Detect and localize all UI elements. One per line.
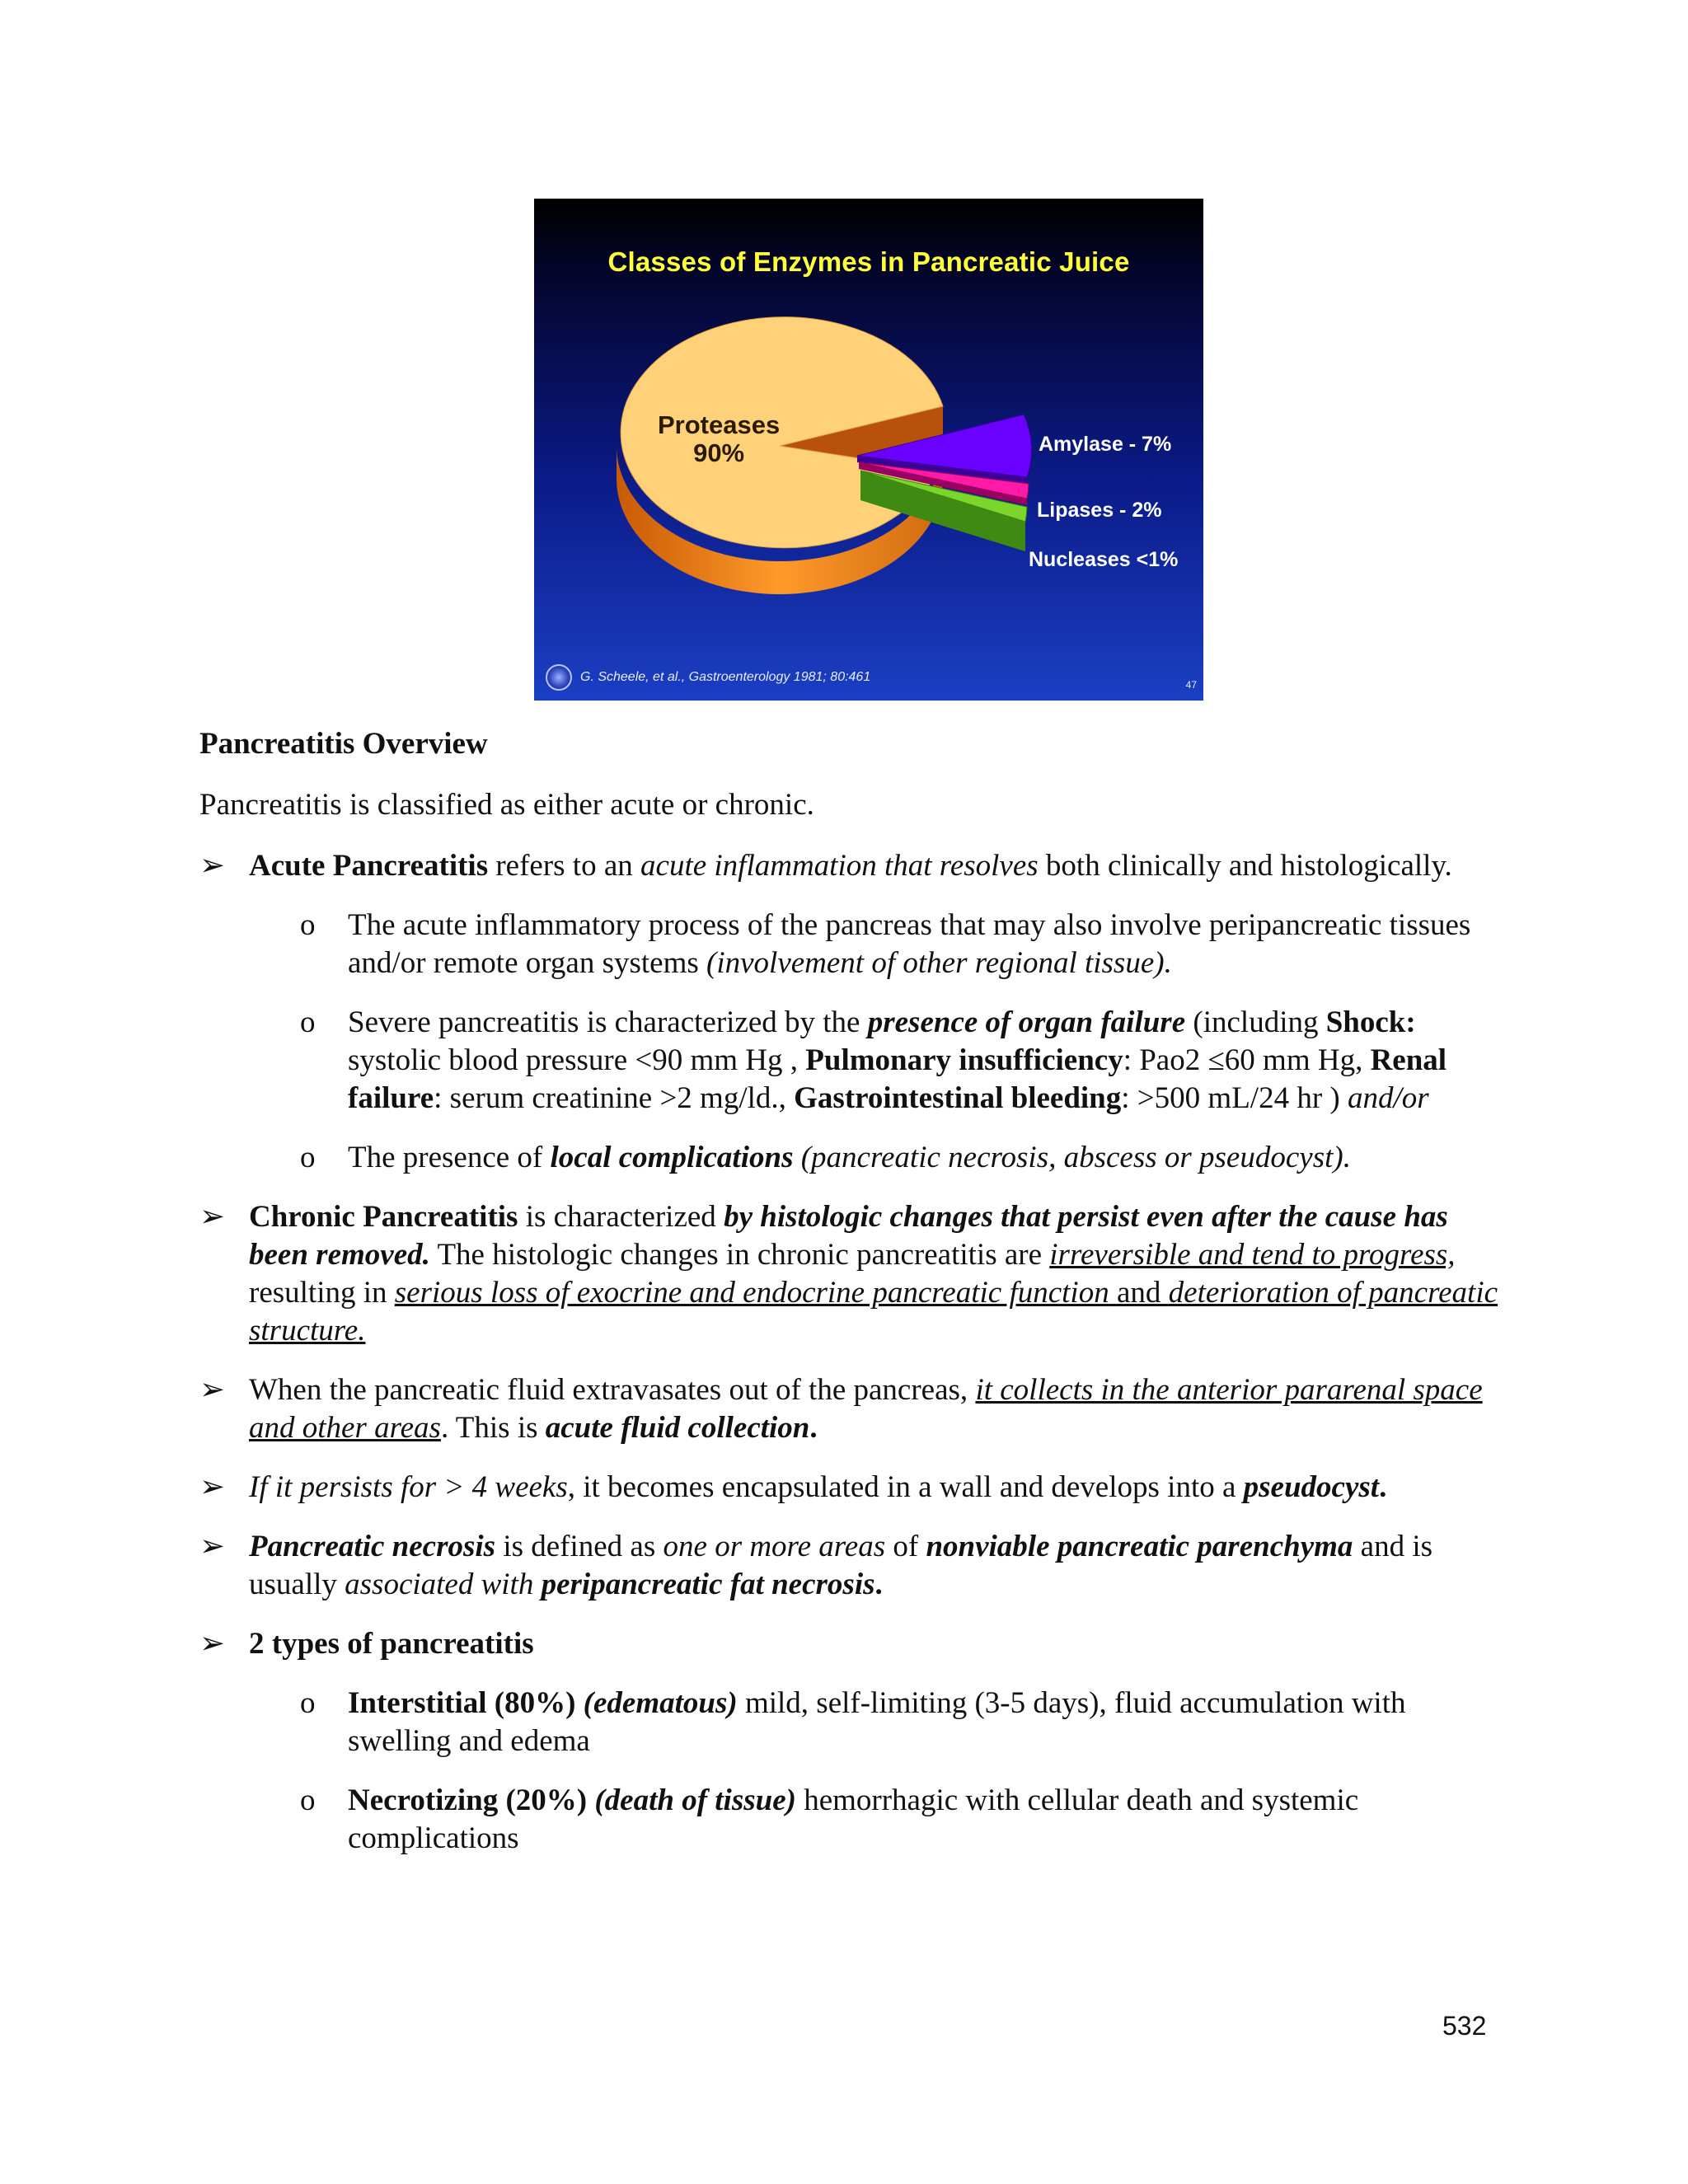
emphasis: Pancreatic necrosis (249, 1530, 496, 1563)
document-body (199, 725, 1502, 1879)
emphasis: one or more areas (663, 1530, 886, 1563)
term-acute: Acute Pancreatitis (249, 849, 489, 883)
label-lipases: Lipases - 2% (1037, 499, 1162, 522)
label-amylase: Amylase - 7% (1039, 433, 1172, 456)
term: Necrotizing (20%) (348, 1783, 588, 1817)
emphasis: and tend to progress, (1190, 1238, 1456, 1272)
sub-bullet-circle-icon: o (300, 1783, 316, 1817)
sub-bullet-severe-pancreatitis (199, 1004, 1502, 1118)
emphasis: acute inflammation that resolves (640, 849, 1039, 883)
emphasis: peripancreatic fat necrosis (541, 1568, 875, 1601)
term-chronic: Chronic Pancreatitis (249, 1200, 518, 1234)
slide-citation (546, 664, 870, 691)
intro-paragraph: Pancreatitis is classified as either acute or chronic. (199, 788, 814, 822)
emphasis: associated with (345, 1568, 534, 1601)
label-proteases (658, 411, 780, 467)
bullet-fluid-collection (199, 1371, 1502, 1447)
term: Shock: (1325, 1005, 1416, 1039)
emphasis: it collects in the anterior pararenal space and other areas (249, 1373, 1483, 1445)
section-heading: Pancreatitis Overview (199, 727, 488, 761)
emphasis: If it persists for > 4 weeks (249, 1470, 568, 1504)
institution-seal-icon (546, 664, 572, 691)
bullet-pancreatic-necrosis (199, 1528, 1502, 1604)
bullet-arrow-icon: ➢ (199, 849, 226, 883)
enzyme-slide-figure (534, 199, 1203, 701)
text: (including (1185, 1005, 1326, 1039)
bullet-arrow-icon: ➢ (199, 1627, 226, 1661)
term-types: 2 types of pancreatitis (249, 1627, 534, 1661)
text: Severe pancreatitis is characterized by the (348, 1005, 868, 1039)
text: : Pao2 ≤60 mm Hg, (1123, 1043, 1371, 1077)
text: refers to an (488, 849, 641, 883)
term: Gastrointestinal bleeding (794, 1081, 1122, 1115)
term: Renal failure (348, 1043, 1447, 1115)
emphasis: deterioration of pancreatic structure. (249, 1276, 1498, 1347)
text: The acute inflammatory process of the pancreas that may also involve peripancreatic tissues and/or remote organ systems (348, 908, 1471, 980)
text: : serum creatinine >2 mg/ld., (434, 1081, 795, 1115)
text: mild, self-limiting (3-5 days), fluid accumulation with swelling and edema (348, 1686, 1406, 1758)
text: and (1109, 1276, 1169, 1310)
sub-bullet-circle-icon: o (300, 908, 316, 942)
text: resulting in (249, 1276, 395, 1310)
emphasis: and/or (1347, 1081, 1429, 1115)
term: Pulmonary insufficiency (805, 1043, 1123, 1077)
text: . This is (440, 1411, 546, 1445)
slide-number: 47 (1185, 679, 1197, 691)
page-number: 532 (1442, 2011, 1487, 2041)
bullet-arrow-icon: ➢ (199, 1373, 226, 1407)
emphasis: local complications (550, 1141, 794, 1174)
text: systolic blood pressure <90 mm Hg , (348, 1043, 806, 1077)
citation-text: G. Scheele, et al., Gastroenterology 1981; 80:461 (580, 670, 871, 684)
sub-bullet-necrotizing (199, 1782, 1502, 1858)
sub-bullet-inflammatory-process (199, 907, 1502, 982)
text: hemorrhagic with cellular death and systemic complications (348, 1783, 1359, 1855)
sub-bullet-interstitial (199, 1685, 1502, 1760)
text: , it becomes encapsulated in a wall and develops into a (567, 1470, 1244, 1504)
bullet-chronic-pancreatitis (199, 1198, 1502, 1350)
sub-bullet-circle-icon: o (300, 1005, 316, 1039)
text: When the pancreatic fluid extravasates out of the pancreas, (249, 1373, 976, 1407)
emphasis: (pancreatic necrosis, abscess or pseudocyst). (793, 1141, 1351, 1174)
sub-bullet-circle-icon: o (300, 1686, 316, 1720)
text (533, 1568, 541, 1601)
emphasis: by histologic changes that persist even after the cause has been removed. (249, 1200, 1448, 1272)
bullet-arrow-icon: ➢ (199, 1200, 226, 1234)
emphasis: serious loss of exocrine and endocrine pancreatic function (394, 1276, 1109, 1310)
bullet-arrow-icon: ➢ (199, 1470, 226, 1504)
text: . (874, 1568, 883, 1601)
emphasis: (death of tissue) (587, 1783, 796, 1817)
label-proteases-name: Proteases (658, 410, 781, 439)
label-nucleases: Nucleases <1% (1029, 548, 1179, 571)
sub-bullet-local-complications (199, 1139, 1502, 1177)
text: and is usually (249, 1530, 1433, 1601)
emphasis: nonviable pancreatic parenchyma (926, 1530, 1353, 1563)
bullet-acute-pancreatitis (199, 847, 1502, 885)
bullet-arrow-icon: ➢ (199, 1530, 226, 1563)
emphasis: pseudocyst (1243, 1470, 1380, 1504)
text: . (809, 1411, 818, 1445)
emphasis: (involvement of other regional tissue). (706, 946, 1172, 980)
sub-bullet-circle-icon: o (300, 1141, 316, 1174)
text: The presence of (348, 1141, 551, 1174)
bullet-pseudocyst (199, 1469, 1502, 1507)
emphasis: acute fluid collection (545, 1411, 810, 1445)
slide-title: Classes of Enzymes in Pancreatic Juice (607, 246, 1130, 277)
text: both clinically and histologically. (1038, 849, 1452, 883)
label-proteases-pct: 90% (693, 438, 745, 467)
text: : >500 mL/24 hr ) (1121, 1081, 1348, 1115)
term: Interstitial (80%) (348, 1686, 576, 1720)
bullet-types-of-pancreatitis (199, 1625, 1502, 1663)
text: of (885, 1530, 926, 1563)
emphasis: (edematous) (575, 1686, 738, 1720)
emphasis: presence of organ failure (867, 1005, 1186, 1039)
text: is defined as (495, 1530, 663, 1563)
text: is characterized (518, 1200, 724, 1234)
text: . (1379, 1470, 1387, 1504)
emphasis: irreversible (1049, 1238, 1191, 1272)
text: The histologic changes in chronic pancreatitis are (429, 1238, 1050, 1272)
